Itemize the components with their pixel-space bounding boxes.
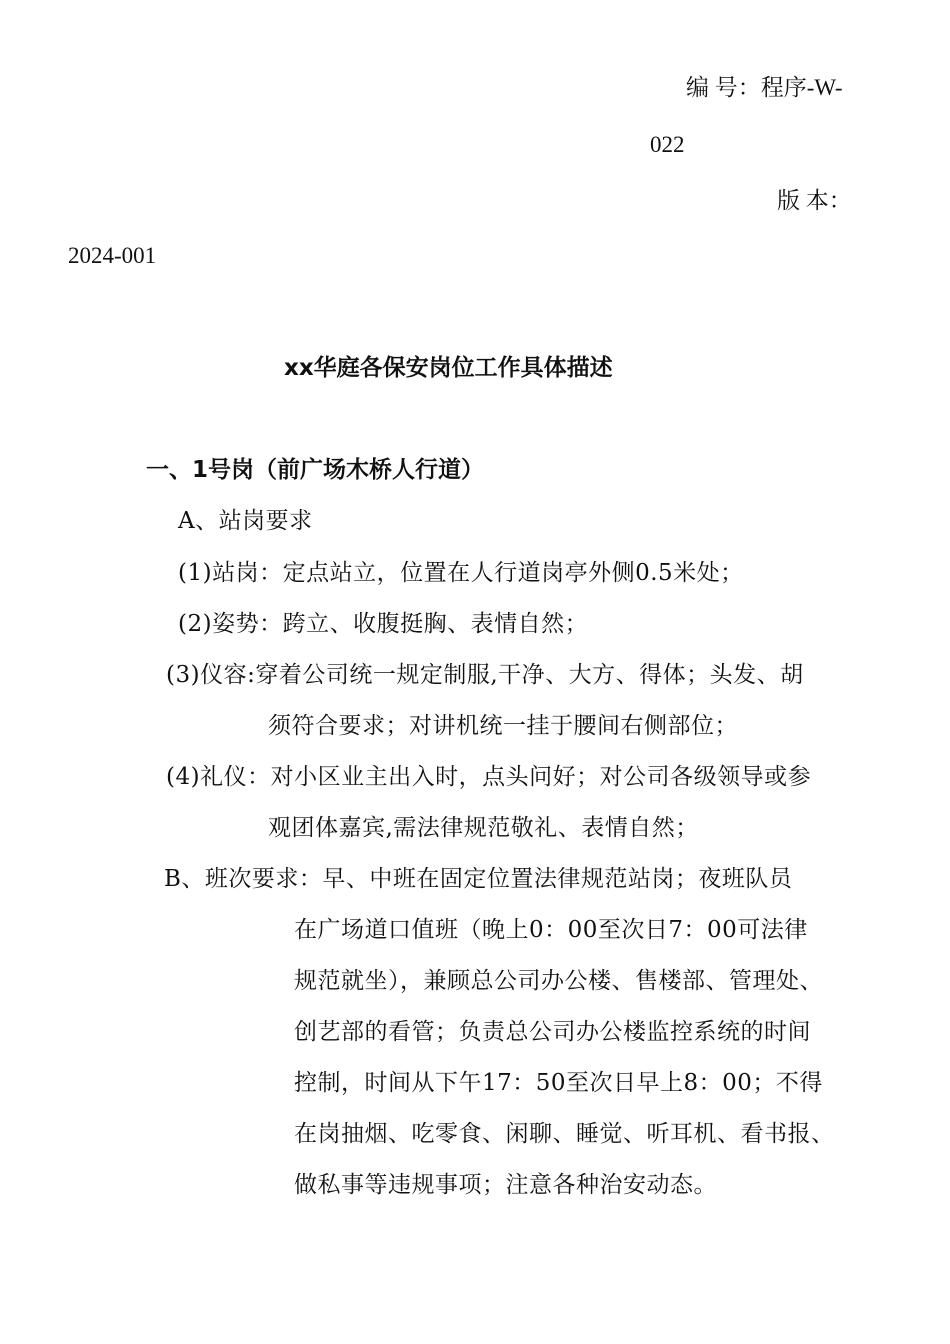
subsection-b-line: 在广场道口值班（晚上0：00至次日7：00可法律: [294, 917, 808, 943]
list-item: (1)站岗：定点站立，位置在人行道岗亭外侧0.5米处；: [178, 560, 744, 586]
list-item: (3)仪容:穿着公司统一规定制服,干净、大方、得体；头发、胡: [166, 662, 804, 688]
doc-version-value: 2024-001: [68, 243, 157, 268]
doc-version-label: 版 本：: [777, 188, 852, 213]
list-item: (4)礼仪：对小区业主出入时，点头问好；对公司各级领导或参: [166, 764, 812, 790]
doc-number-continuation: 022: [650, 132, 685, 157]
subsection-b-line: 创艺部的看管；负责总公司办公楼监控系统的时间: [294, 1019, 811, 1045]
subsection-b-line: B、班次要求：早、中班在固定位置法律规范站岗；夜班队员: [164, 866, 793, 892]
list-item-continuation: 须符合要求；对讲机统一挂于腰间右侧部位；: [268, 713, 738, 739]
subsection-a-heading: A、站岗要求: [178, 508, 313, 534]
subsection-b-line: 在岗抽烟、吃零食、闲聊、睡觉、听耳机、看书报、: [294, 1121, 835, 1147]
subsection-b-line: 控制，时间从下午17：50至次日早上8：00；不得: [294, 1070, 823, 1096]
section-heading: 一、1号岗（前广场木桥人行道）: [146, 457, 485, 483]
subsection-b-line: 做私事等违规事项；注意各种治安动态。: [294, 1172, 717, 1198]
subsection-b-line: 规范就坐），兼顾总公司办公楼、售楼部、管理处、: [294, 968, 823, 994]
doc-number-label: 编 号：程序-W-: [686, 75, 843, 100]
page-title: xx华庭各保安岗位工作具体描述: [284, 355, 613, 381]
list-item: (2)姿势：跨立、收腹挺胸、表情自然；: [178, 611, 589, 637]
list-item-continuation: 观团体嘉宾,需法律规范敬礼、表情自然；: [268, 815, 699, 841]
